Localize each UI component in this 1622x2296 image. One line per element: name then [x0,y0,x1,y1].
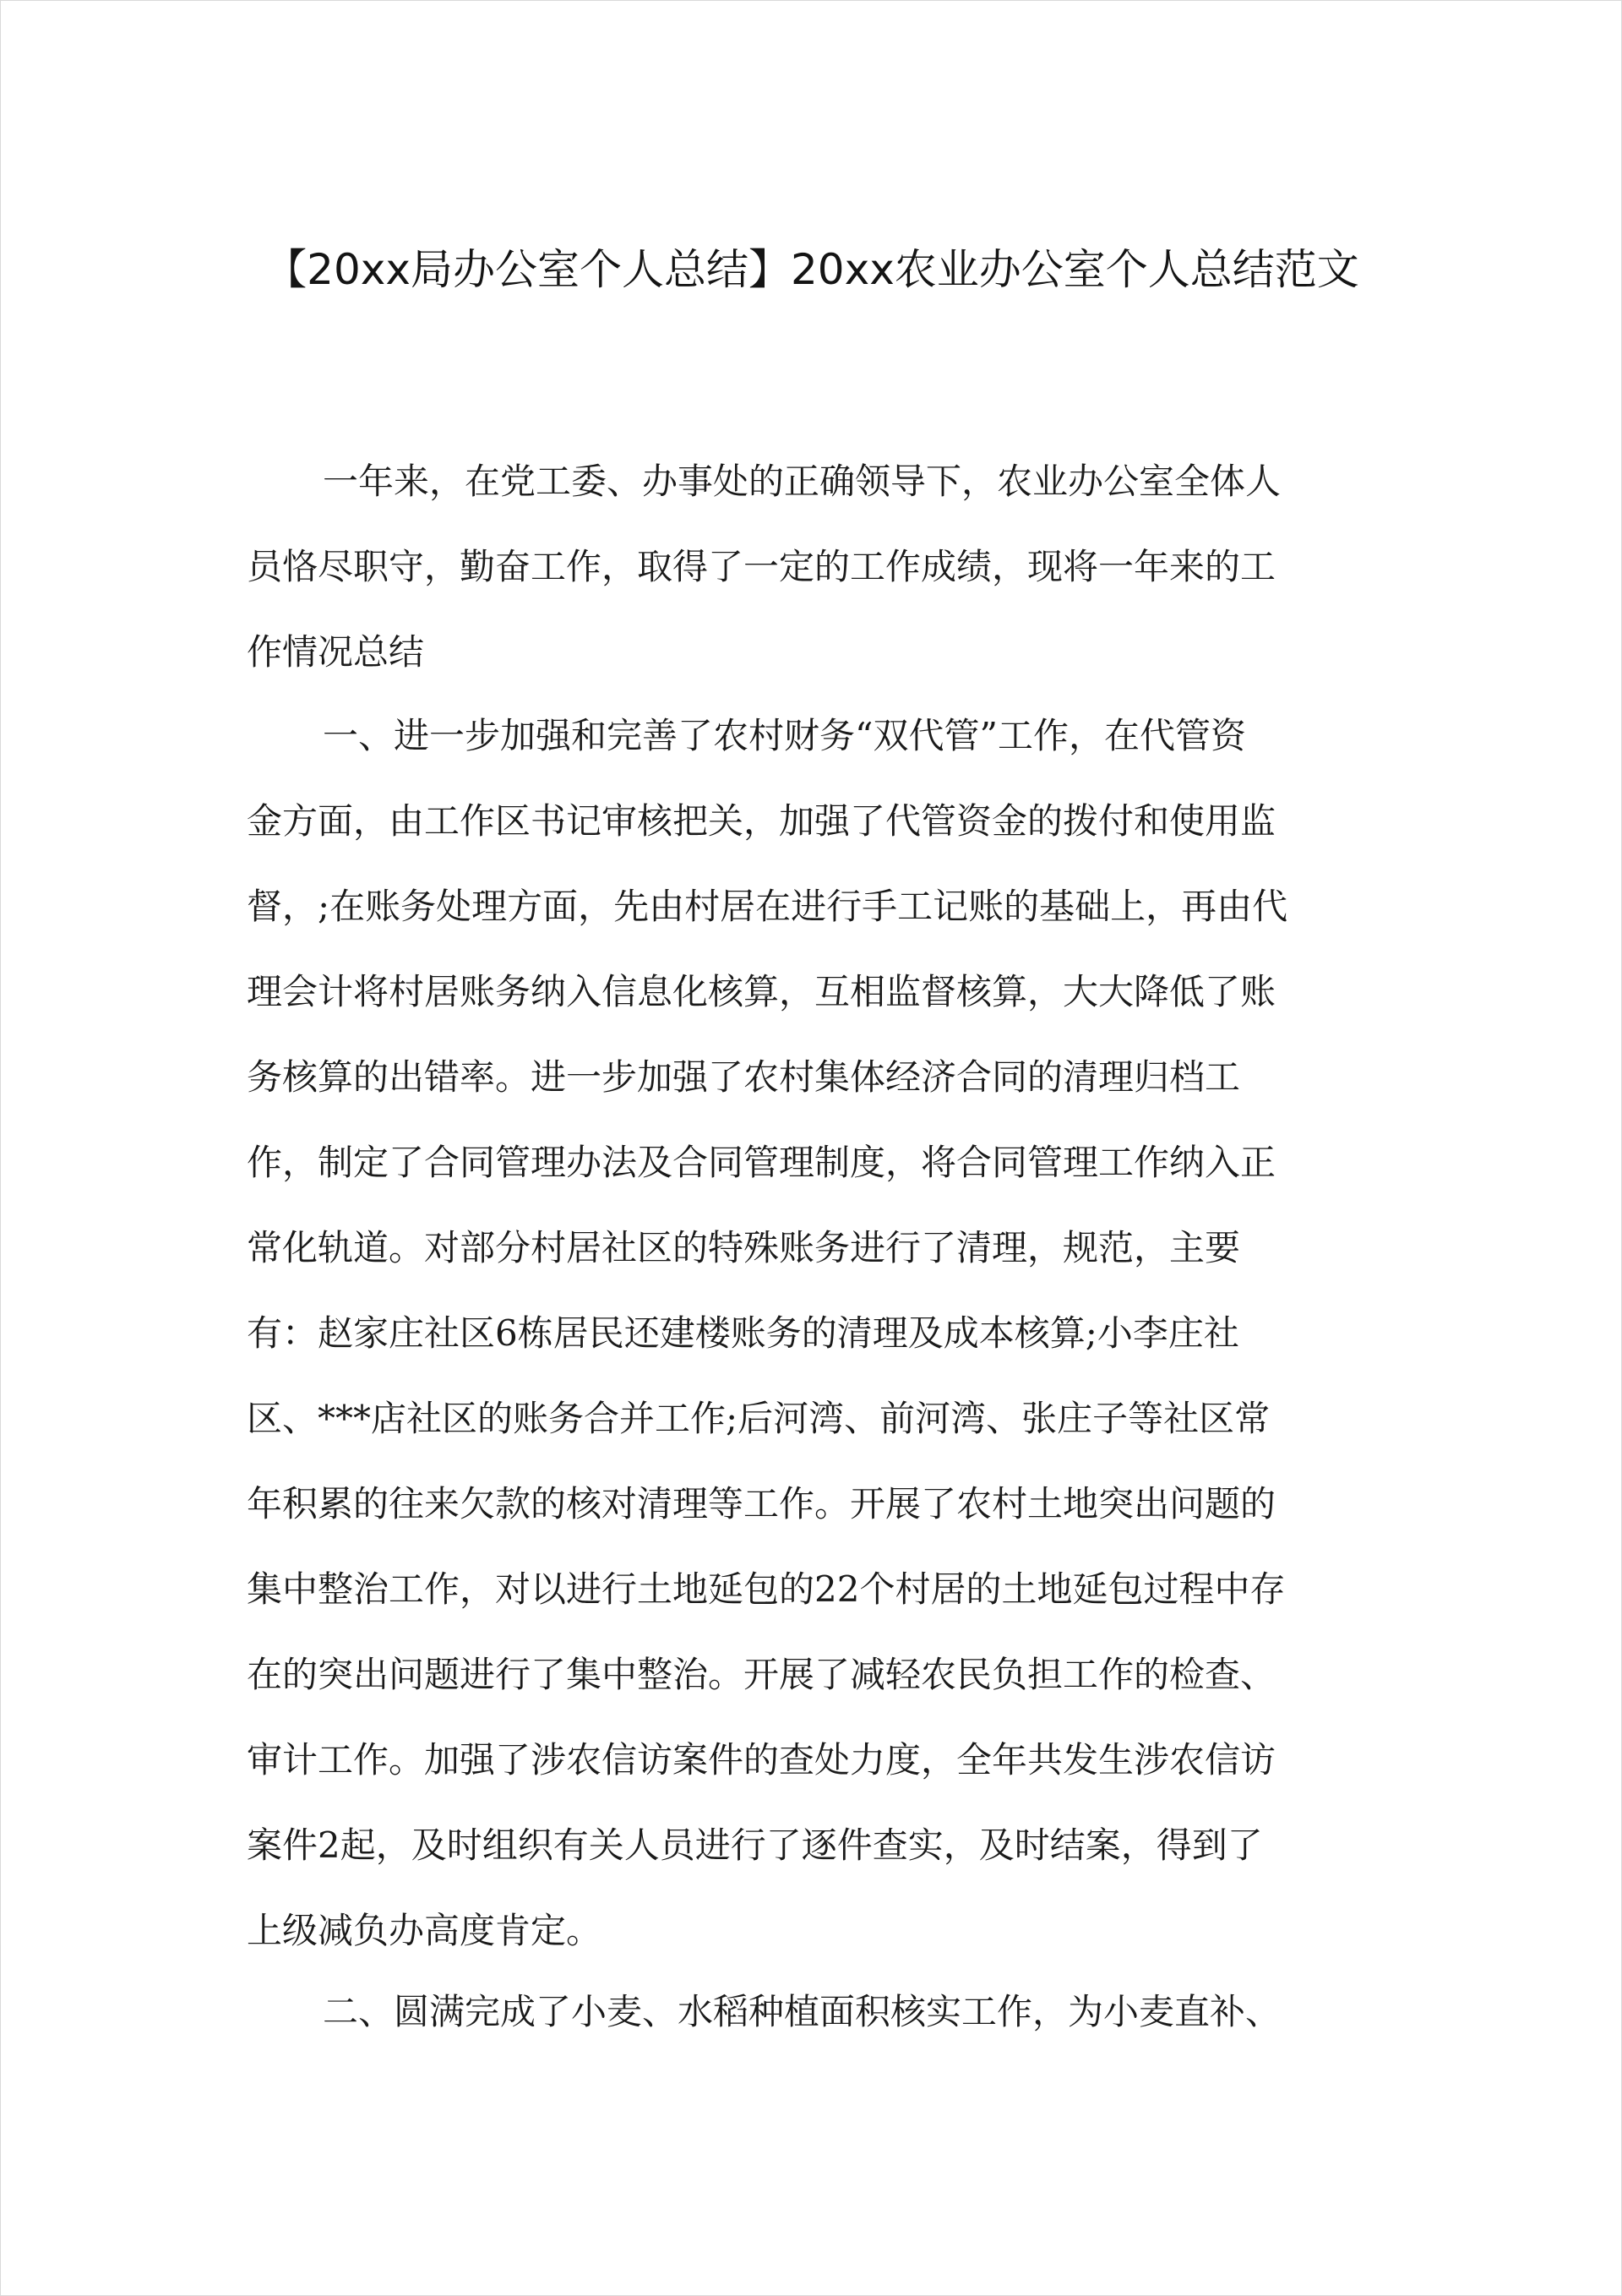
text-line: 督，;在账务处理方面，先由村居在进行手工记账的基础上，再由代 [247,886,1288,927]
text-line: 年积累的往来欠款的核对清理等工作。开展了农村土地突出问题的 [247,1483,1276,1524]
paragraph-1 [247,439,1379,695]
text-line: 区、***店社区的账务合并工作;后河湾、前河湾、张庄子等社区常 [247,1398,1271,1439]
paragraph-2 [247,693,1379,1973]
text-line: 常化轨道。对部分村居社区的特殊账务进行了清理，规范，主要 [247,1227,1241,1268]
text-line: 理会计将村居账务纳入信息化核算，互相监督核算，大大降低了账 [247,971,1276,1012]
text-line: 员恪尽职守，勤奋工作，取得了一定的工作成绩，现将一年来的工 [247,546,1276,587]
text-line: 金方面，由工作区书记审核把关，加强了代管资金的拨付和使用监 [247,800,1276,842]
document-title: 【20xx局办公室个人总结】20xx农业办公室个人总结范文 [264,245,1359,294]
text-line: 审计工作。加强了涉农信访案件的查处力度，全年共发生涉农信访 [247,1739,1276,1781]
text-line: 二、圆满完成了小麦、水稻种植面积核实工作，为小麦直补、 [323,1991,1282,2032]
text-line: 务核算的出错率。进一步加强了农村集体经济合同的清理归档工 [247,1056,1241,1098]
text-line: 一年来，在党工委、办事处的正确领导下，农业办公室全体人 [323,461,1282,502]
text-line: 在的突出问题进行了集中整治。开展了减轻农民负担工作的检查、 [247,1654,1276,1695]
text-line: 案件2起，及时组织有关人员进行了逐件查实，及时结案，得到了 [247,1824,1263,1866]
text-line: 集中整治工作，对以进行土地延包的22个村居的土地延包过程中存 [247,1568,1286,1610]
paragraph-3 [247,1969,1379,2054]
text-line: 作，制定了合同管理办法及合同管理制度，将合同管理工作纳入正 [247,1142,1276,1183]
text-line: 一、进一步加强和完善了农村财务“双代管”工作，在代管资 [323,715,1246,756]
text-line: 上级减负办高度肯定。 [247,1910,602,1951]
text-line: 作情况总结 [247,631,425,673]
text-line: 有：赵家庄社区6栋居民还建楼账务的清理及成本核算;小李庄社 [247,1312,1239,1354]
